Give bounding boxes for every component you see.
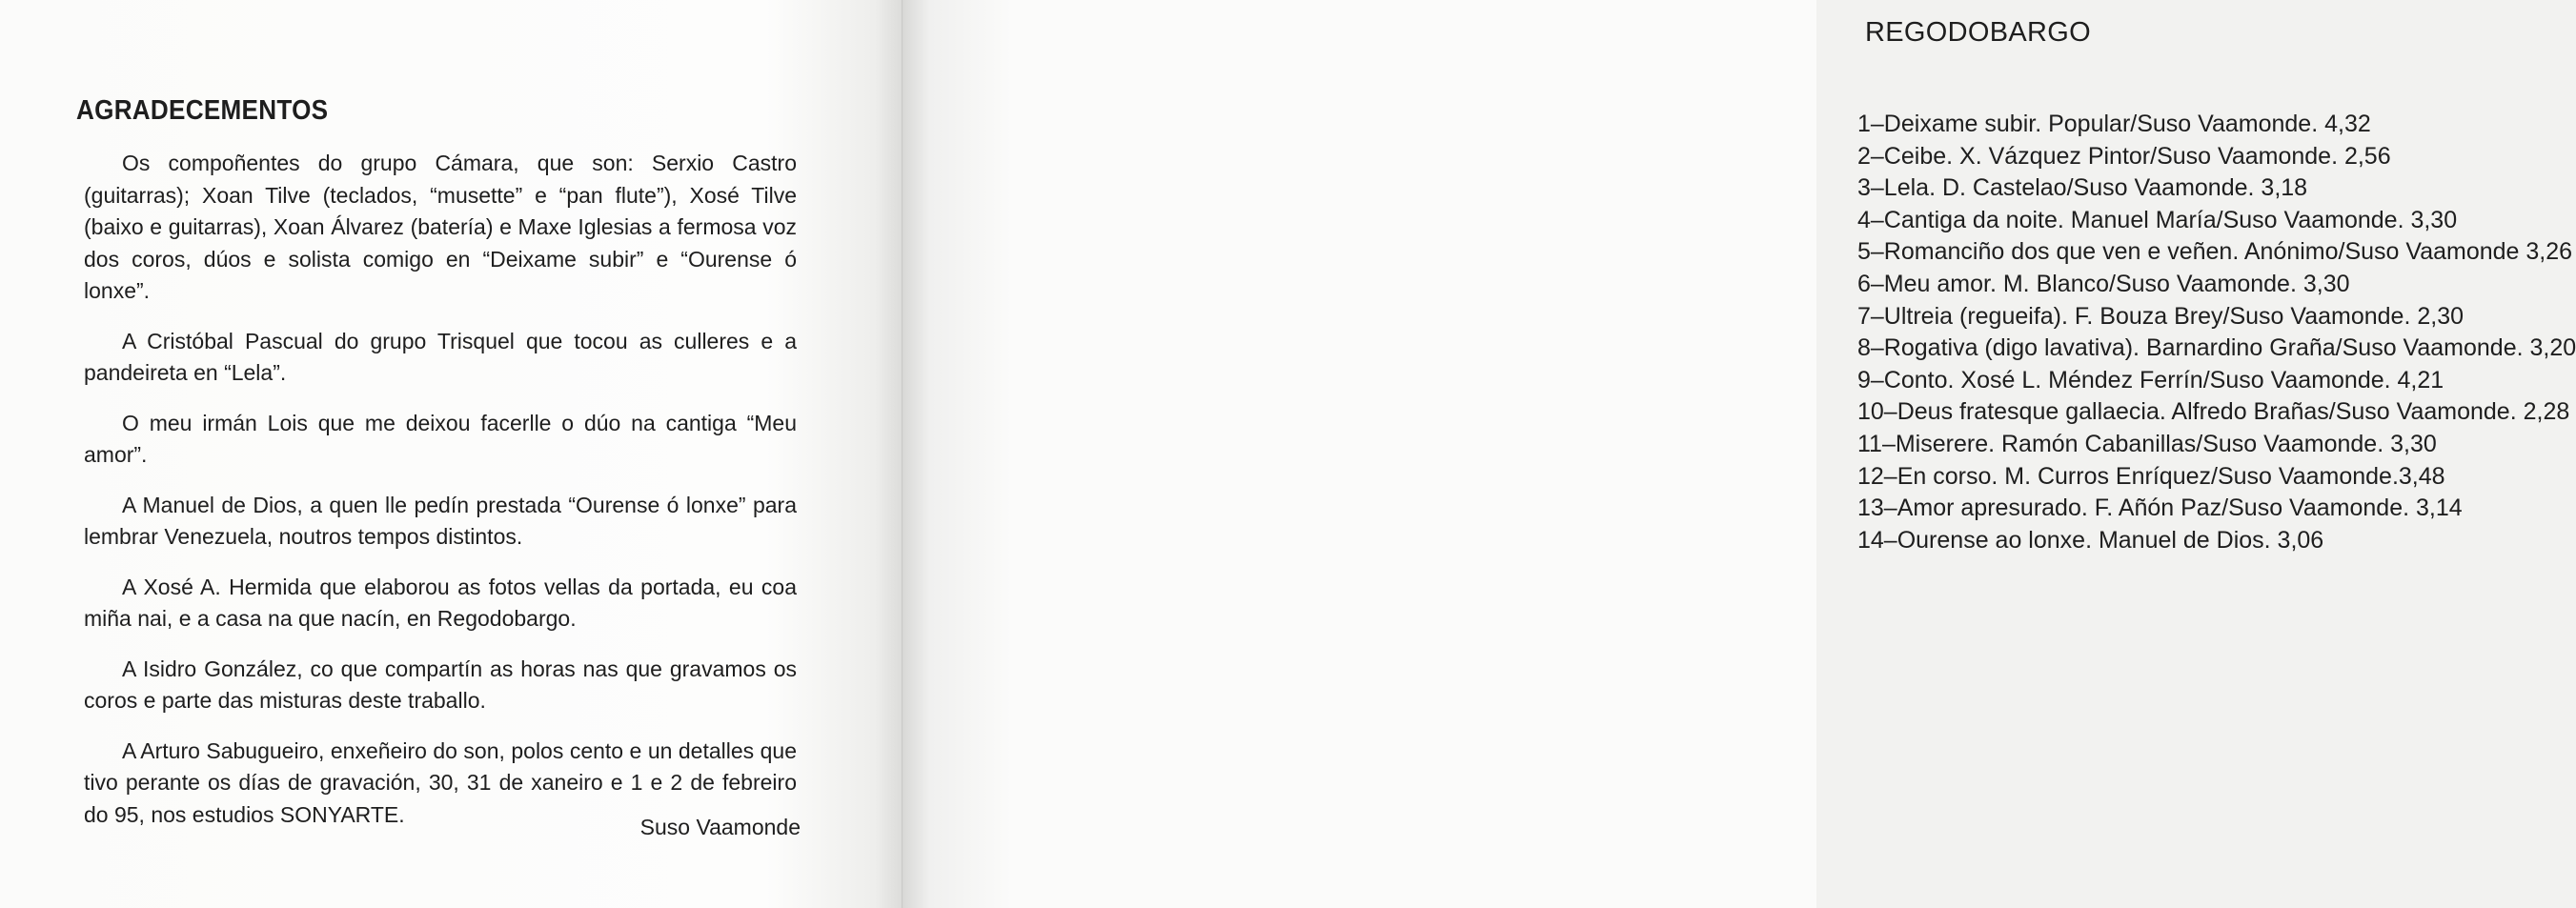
acknowledgement-paragraph: A Arturo Sabugueiro, enxeñeiro do son, polos cento e un detalles que tivo perante os días de gravación, 30, 31 de xaneiro e 1 e 2 de febreiro do 95, nos estudios SONYARTE. (84, 737, 797, 827)
track-item: 13–Amor apresurado. F. Añón Paz/Suso Vaamonde. 3,14 (1857, 494, 2463, 522)
track-item: 5–Romanciño dos que ven e veñen. Anónimo/Suso Vaamonde 3,26 (1857, 238, 2573, 266)
track-item: 11–Miserere. Ramón Cabanillas/Suso Vaamonde. 3,30 (1857, 430, 2437, 457)
acknowledgement-paragraph: A Isidro González, co que compartín as horas nas que gravamos os coros e parte das misturas deste traballo. (84, 656, 797, 713)
track-item: 3–Lela. D. Castelao/Suso Vaamonde. 3,18 (1857, 174, 2308, 202)
track-item: 1–Deixame subir. Popular/Suso Vaamonde. 4,32 (1857, 111, 2371, 137)
track-item: 10–Deus fratesque gallaecia. Alfredo Brañas/Suso Vaamonde. 2,28 (1857, 398, 2570, 426)
track-item: 4–Cantiga da noite. Manuel María/Suso Vaamonde. 3,30 (1857, 206, 2458, 233)
track-item: 8–Rogativa (digo lavativa). Barnardino Graña/Suso Vaamonde. 3,20 (1857, 334, 2576, 362)
track-item: 9–Conto. Xosé L. Méndez Ferrín/Suso Vaamonde. 4,21 (1857, 366, 2444, 393)
album-title: REGODOBARGO (1865, 17, 2091, 48)
signature: Suso Vaamonde (639, 815, 801, 839)
track-item: 6–Meu amor. M. Blanco/Suso Vaamonde. 3,30 (1857, 270, 2350, 297)
acknowledgement-paragraph: O meu irmán Lois que me deixou facerlle o dúo na cantiga “Meu amor”. (84, 410, 797, 467)
acknowledgement-paragraph: A Manuel de Dios, a quen lle pedín prestada “Ourense ó lonxe” para lembrar Venezuela, noutros tempos distintos. (84, 492, 797, 549)
acknowledgement-paragraph: Os compoñentes do grupo Cámara, que son: Serxio Castro (guitarras); Xoan Tilve (teclados, “musette” e “pan flute”), Xosé Tilve (baixo e guitarras), Xoan Álvarez (batería) e Maxe Iglesias a fermosa voz dos coros, dúos e solista comigo en “Deixame subir” e “Ourense ó lonxe”. (84, 151, 797, 303)
track-item: 14–Ourense ao lonxe. Manuel de Dios. 3,06 (1857, 526, 2324, 554)
acknowledgements-body (84, 148, 797, 849)
track-item: 7–Ultreia (regueifa). F. Bouza Brey/Suso Vaamonde. 2,30 (1857, 302, 2464, 330)
right-page (902, 0, 2576, 908)
page-heading: AGRADECEMENTOS (76, 95, 329, 126)
track-list (1857, 109, 2576, 556)
track-item: 2–Ceibe. X. Vázquez Pintor/Suso Vaamonde. 2,56 (1857, 142, 2391, 170)
left-page (0, 0, 902, 908)
track-item: 12–En corso. M. Curros Enríquez/Suso Vaamonde.3,48 (1857, 462, 2445, 490)
acknowledgement-paragraph: A Cristóbal Pascual do grupo Trisquel que tocou as culleres e a pandeireta en “Lela”. (84, 328, 797, 385)
acknowledgement-paragraph: A Xosé A. Hermida que elaborou as fotos vellas da portada, eu coa miña nai, e a casa na que nacín, en Regodobargo. (84, 574, 797, 631)
